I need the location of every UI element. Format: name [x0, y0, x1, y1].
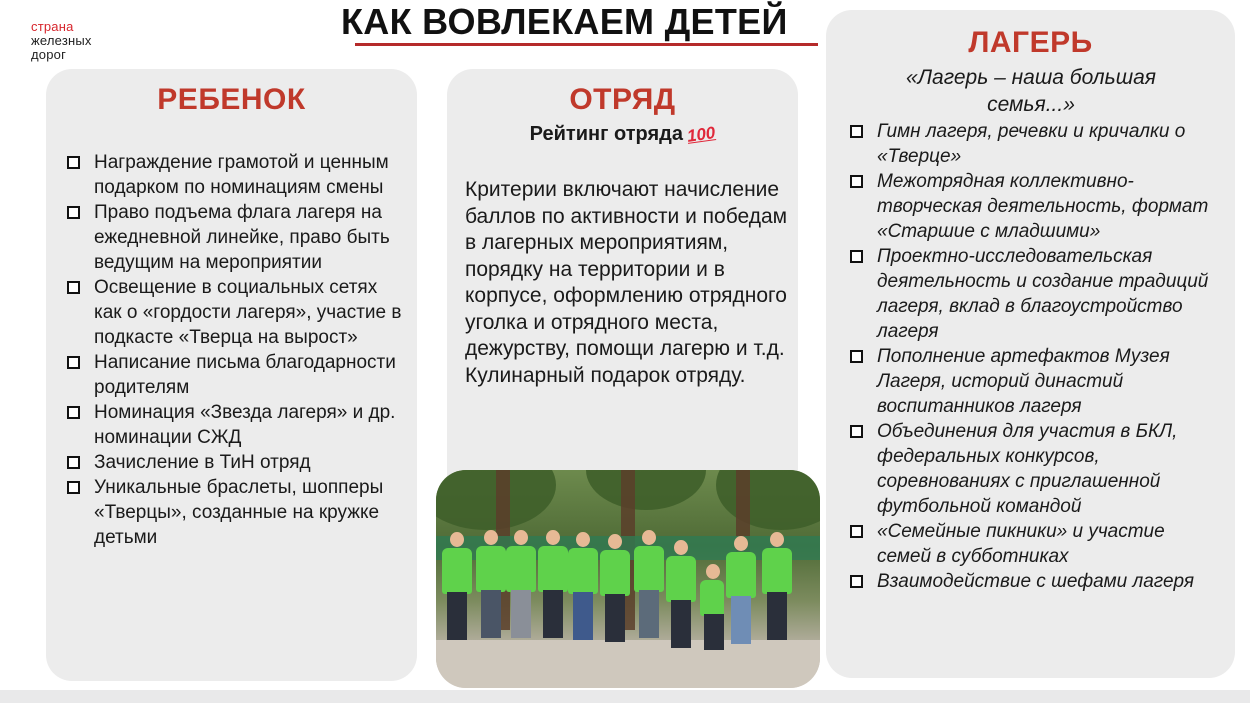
- list-item-text: Межотрядная коллективно-творческая деятельность, формат «Старшие с младшими»: [877, 171, 1209, 242]
- logo-line-3: дорог: [31, 47, 67, 62]
- list-item: [850, 519, 1222, 569]
- list-item-text: Написание письма благодарности родителям: [94, 352, 396, 398]
- list-item-text: Зачисление в ТиН отряд: [94, 452, 311, 473]
- checkbox-bullet-icon: [850, 425, 863, 438]
- logo-line-2: железных: [31, 33, 92, 48]
- list-item: [850, 569, 1222, 594]
- checkbox-bullet-icon: [850, 250, 863, 263]
- checkbox-bullet-icon: [67, 356, 80, 369]
- bottom-strip: [0, 690, 1250, 703]
- list-item-text: Уникальные браслеты, шопперы «Тверцы», созданные на кружке детьми: [94, 477, 384, 548]
- checkbox-bullet-icon: [67, 206, 80, 219]
- list-item: [850, 244, 1222, 344]
- list-item-text: «Семейные пикники» и участие семей в субботниках: [877, 521, 1165, 567]
- slide-title: КАК ВОВЛЕКАЕМ ДЕТЕЙ: [341, 1, 788, 42]
- list-item: [67, 150, 407, 200]
- list-item-text: Номинация «Звезда лагеря» и др. номинации СЖД: [94, 402, 396, 448]
- title-underline: [355, 43, 818, 46]
- child-panel-title: РЕБЕНОК: [157, 83, 306, 116]
- checkbox-bullet-icon: [850, 350, 863, 363]
- group-photo: [436, 470, 820, 688]
- checkbox-bullet-icon: [67, 156, 80, 169]
- list-item-text: Гимн лагеря, речевки и кричалки о «Тверце»: [877, 121, 1186, 167]
- list-item: [67, 350, 407, 400]
- list-item: [67, 400, 407, 450]
- camp-panel-title: ЛАГЕРЬ: [968, 26, 1093, 59]
- child-list: [67, 150, 407, 550]
- photo-foliage: [716, 470, 820, 530]
- logo-line-1: страна: [31, 19, 74, 34]
- camp-list: [850, 119, 1222, 594]
- checkbox-bullet-icon: [850, 525, 863, 538]
- hundred-points-icon: 100: [685, 123, 717, 146]
- camp-quote: «Лагерь – наша большая семья...»: [905, 66, 1157, 116]
- logo: [31, 20, 92, 62]
- checkbox-bullet-icon: [67, 456, 80, 469]
- list-item: [67, 275, 407, 350]
- list-item: [67, 200, 407, 275]
- checkbox-bullet-icon: [67, 281, 80, 294]
- list-item-text: Освещение в социальных сетях как о «гордости лагеря», участие в подкасте «Тверца на вырост»: [94, 277, 402, 348]
- list-item: [850, 344, 1222, 419]
- list-item: [850, 119, 1222, 169]
- list-item-text: Награждение грамотой и ценным подарком по номинациям смены: [94, 152, 389, 198]
- list-item-text: Право подъема флага лагеря на ежедневной линейке, право быть ведущим на мероприятии: [94, 202, 390, 273]
- squad-subtitle-text: Рейтинг отряда: [529, 123, 683, 145]
- child-panel: [46, 69, 417, 681]
- squad-panel-title: ОТРЯД: [569, 83, 676, 116]
- checkbox-bullet-icon: [67, 481, 80, 494]
- checkbox-bullet-icon: [850, 175, 863, 188]
- list-item: [850, 169, 1222, 244]
- camp-panel: [826, 10, 1235, 678]
- squad-description: Критерии включают начисление баллов по активности и победам в лагерных мероприятиям, порядку на территории и в корпусе, оформлению отрядного уголка и отрядного места, дежурству, помощи лагерю и т.д. Кулинарный подарок отряду.: [465, 178, 788, 387]
- checkbox-bullet-icon: [850, 125, 863, 138]
- photo-foliage: [586, 470, 706, 510]
- checkbox-bullet-icon: [67, 406, 80, 419]
- checkbox-bullet-icon: [850, 575, 863, 588]
- photo-ground: [436, 640, 820, 688]
- list-item: [850, 419, 1222, 519]
- list-item: [67, 475, 407, 550]
- list-item-text: Объединения для участия в БКЛ, федеральных конкурсов, соревнованиях с приглашенной футбольной командой: [877, 421, 1178, 517]
- list-item-text: Проектно-исследовательская деятельность и создание традиций лагеря, вклад в благоустройство лагеря: [877, 246, 1209, 342]
- list-item-text: Пополнение артефактов Музея Лагеря, историй династий воспитанников лагеря: [877, 346, 1170, 417]
- list-item-text: Взаимодействие с шефами лагеря: [877, 571, 1195, 592]
- squad-subtitle: [447, 123, 798, 146]
- list-item: [67, 450, 407, 475]
